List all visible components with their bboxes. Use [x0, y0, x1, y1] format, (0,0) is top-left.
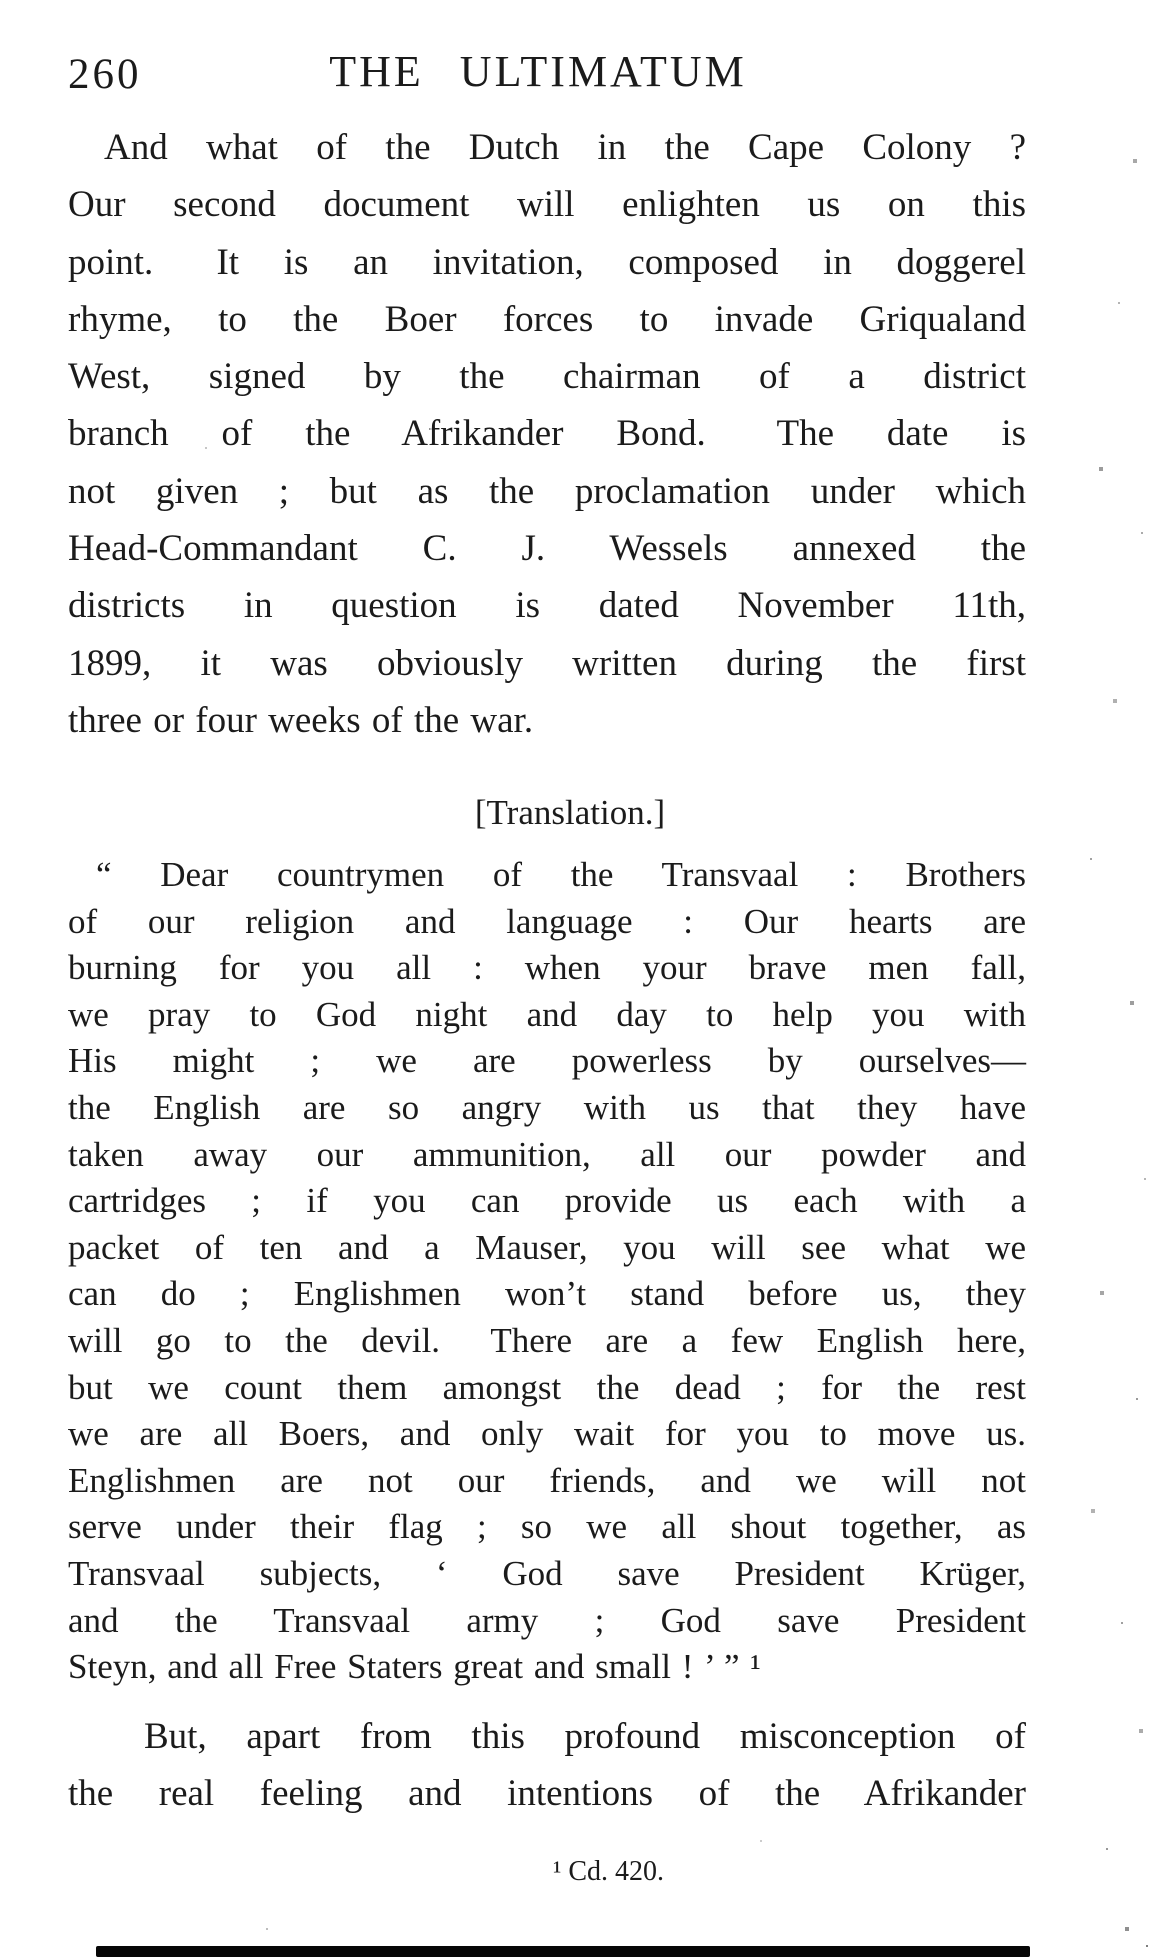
paragraph-intro	[68, 119, 1026, 749]
text-line: burning for you all : when your brave men fall,	[68, 948, 1026, 988]
text-line: Head-Commandant C. J. Wessels annexed the	[68, 528, 1026, 570]
text-line: Our second document will enlighten us on this	[68, 184, 1026, 226]
text-line: the real feeling and intentions of the Afrikander	[68, 1773, 1026, 1815]
page-header	[68, 46, 1093, 102]
text-line: cartridges ; if you can provide us each with a	[68, 1181, 1026, 1221]
scan-artifact-bar	[96, 1946, 1030, 1957]
text-line: of our religion and language : Our hearts are	[68, 901, 1026, 941]
text-line: serve under their flag ; so we all shout together, as	[68, 1507, 1026, 1547]
text-line: 1899, it was obviously written during the first	[68, 642, 1026, 684]
text-line: can do ; Englishmen won’t stand before us, they	[68, 1274, 1026, 1314]
text-line: And what of the Dutch in the Cape Colony ?	[104, 127, 1026, 168]
text-line: we are all Boers, and only wait for you to move us.	[68, 1414, 1026, 1454]
translation-heading: [Translation.]	[474, 793, 666, 832]
text-line: Englishmen are not our friends, and we will not	[68, 1460, 1026, 1500]
text-line: West, signed by the chairman of a district	[68, 356, 1026, 398]
text-line: branch of the Afrikander Bond. The date is	[68, 413, 1026, 455]
text-line: and the Transvaal army ; God save President	[68, 1600, 1026, 1640]
text-line: His might ; we are powerless by ourselves—	[68, 1041, 1026, 1081]
text-line: packet of ten and a Mauser, you will see what we	[68, 1227, 1026, 1267]
block-quote-letter	[68, 852, 1026, 1691]
text-line: taken away our ammunition, all our powder and	[68, 1134, 1026, 1174]
text-line: not given ; but as the proclamation under which	[68, 470, 1026, 512]
text-line: Steyn, and all Free Staters great and small ! ’ ” ¹	[68, 1647, 761, 1687]
page-number: 260	[68, 51, 142, 98]
text-line: But, apart from this profound misconception of	[144, 1716, 1026, 1757]
running-title: THE ULTIMATUM	[329, 47, 747, 96]
text-line: the English are so angry with us that they have	[68, 1087, 1026, 1127]
text-line: but we count them amongst the dead ; for the rest	[68, 1367, 1026, 1407]
text-line: three or four weeks of the war.	[68, 699, 534, 741]
scan-noise-speckles	[0, 0, 2, 2]
paragraph-closing	[68, 1708, 1026, 1823]
footnote: ¹ Cd. 420.	[552, 1856, 665, 1887]
text-line: rhyme, to the Boer forces to invade Griqualand	[68, 298, 1026, 340]
text-line: will go to the devil. There are a few English here,	[68, 1320, 1026, 1360]
text-line: “ Dear countrymen of the Transvaal : Brothers	[96, 855, 1026, 894]
text-line: point. It is an invitation, composed in doggerel	[68, 241, 1026, 283]
text-line: Transvaal subjects, ‘ God save President Krüger,	[68, 1553, 1026, 1593]
text-line: districts in question is dated November 11th,	[68, 585, 1026, 627]
text-line: we pray to God night and day to help you with	[68, 994, 1026, 1034]
